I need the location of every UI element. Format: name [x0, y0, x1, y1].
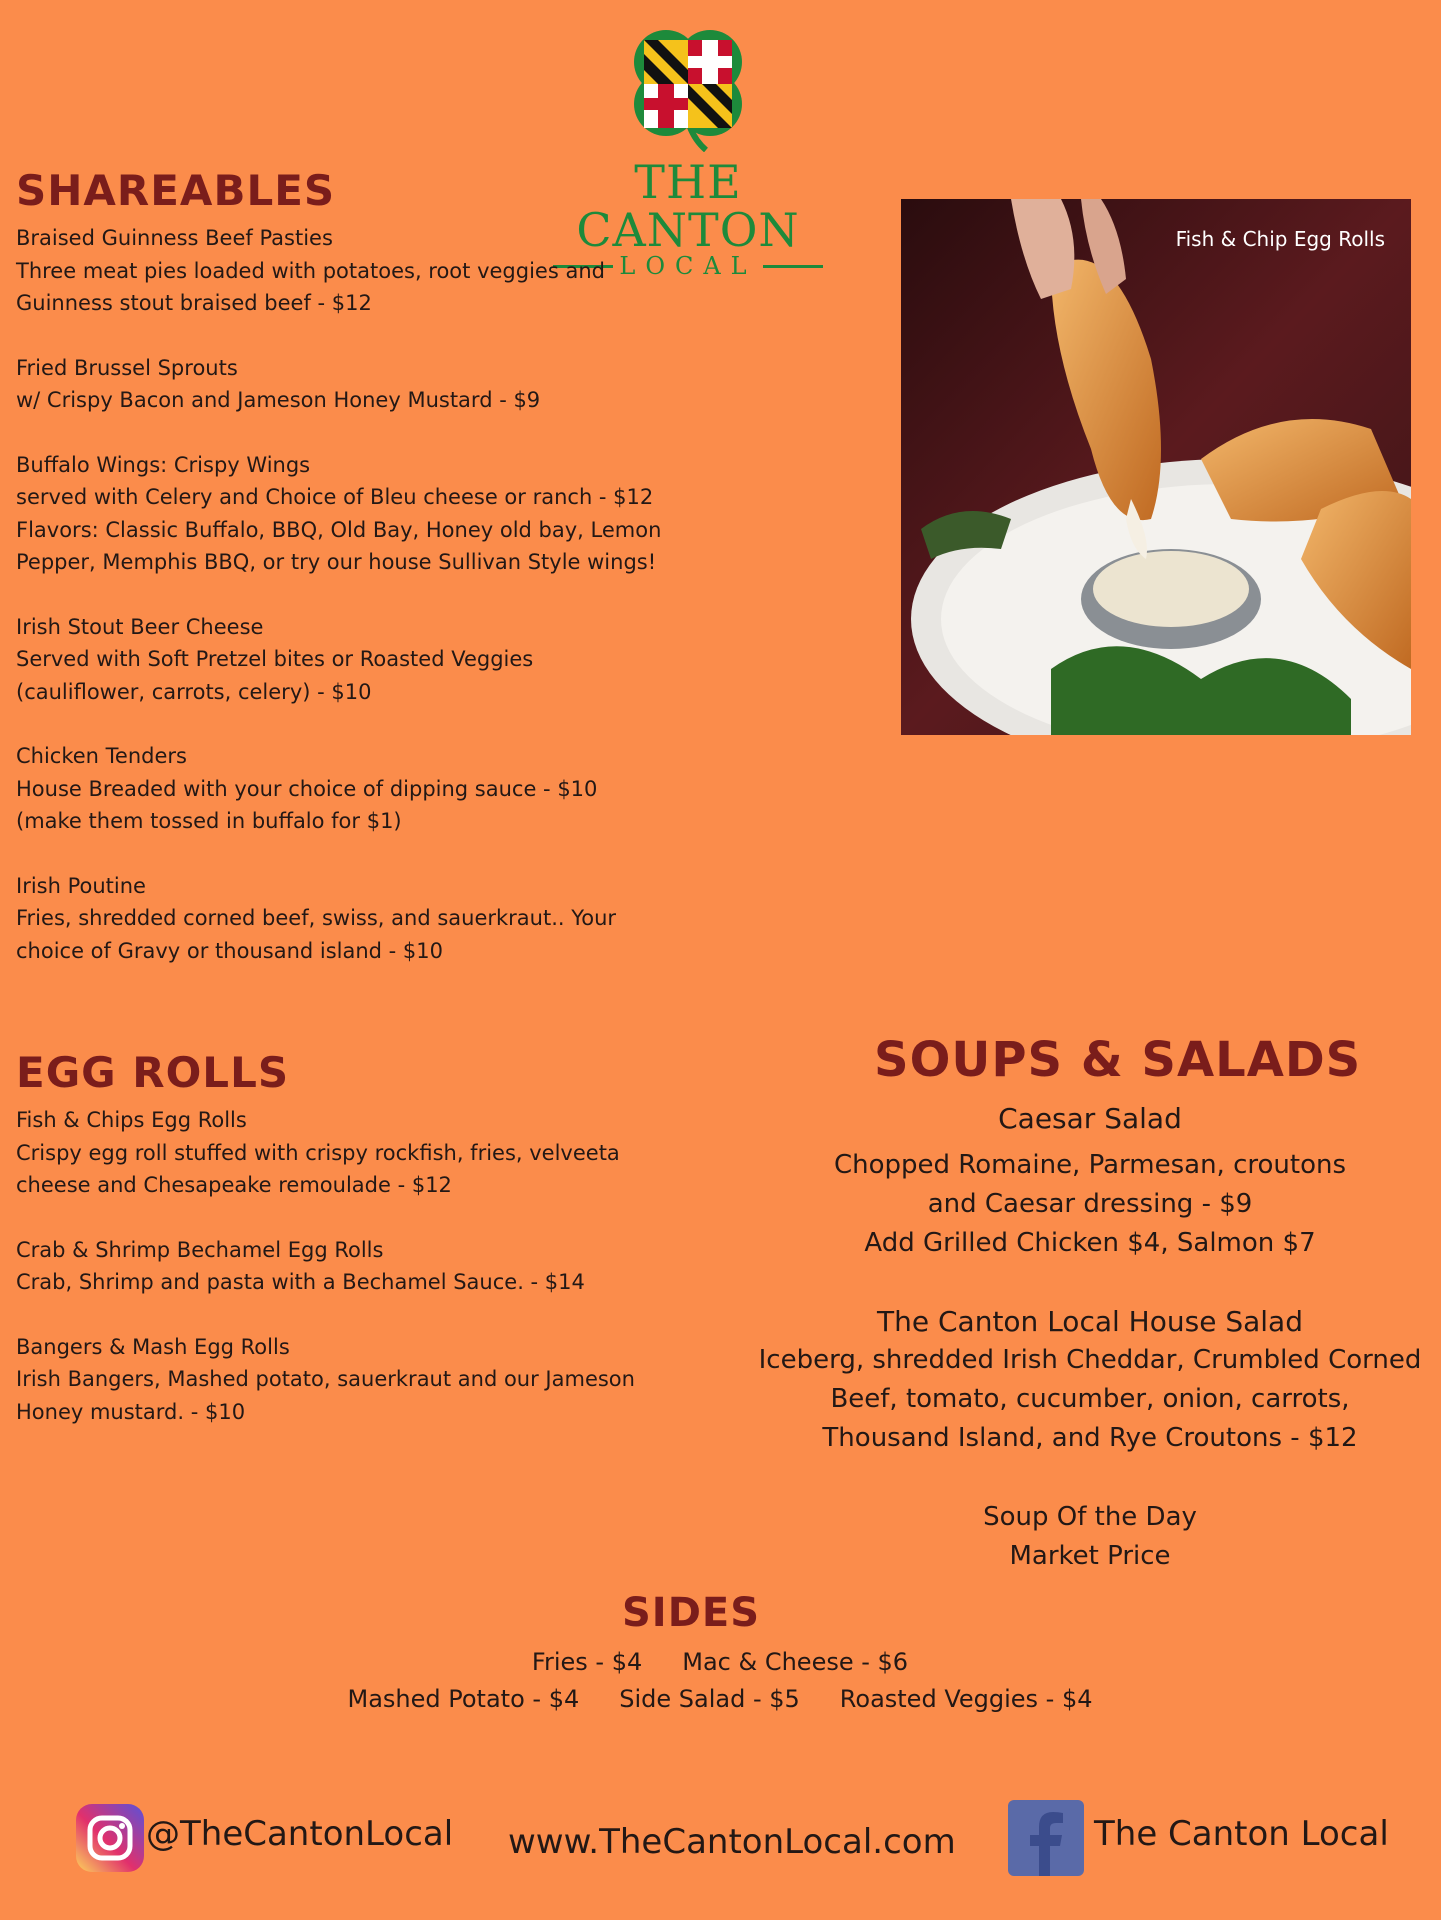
logo-rule-right	[763, 265, 823, 268]
item-desc: Crispy egg roll stuffed with crispy rockfish, fries, velveeta	[16, 1140, 620, 1165]
logo-name: THE CANTON	[576, 155, 800, 257]
caesar-desc: Add Grilled Chicken $4, Salmon $7	[864, 1228, 1316, 1258]
soups-salads-section	[758, 1100, 1422, 1576]
item-name: Irish Stout Beer Cheese	[16, 614, 264, 639]
soup-price: Market Price	[1009, 1541, 1171, 1571]
sides-section	[200, 1644, 1240, 1718]
menu-item	[16, 740, 661, 838]
sides-heading: SIDES	[622, 1590, 761, 1636]
caesar-desc: Chopped Romaine, Parmesan, croutons	[833, 1150, 1346, 1180]
item-desc: served with Celery and Choice of Bleu cheese or ranch - $12	[16, 485, 654, 509]
item-desc: Served with Soft Pretzel bites or Roasted Veggies	[16, 647, 534, 671]
egg-roll-illustration	[901, 199, 1411, 735]
item-name: Bangers & Mash Egg Rolls	[16, 1334, 290, 1359]
item-desc: Crab, Shrimp and pasta with a Bechamel Sauce. - $14	[16, 1270, 585, 1294]
item-desc: Fries, shredded corned beef, swiss, and sauerkraut.. Your	[16, 906, 617, 930]
item-desc: Irish Bangers, Mashed potato, sauerkraut and our Jameson	[16, 1367, 635, 1391]
instagram-handle[interactable]: @TheCantonLocal	[146, 1814, 454, 1854]
facebook-icon[interactable]	[1008, 1800, 1084, 1876]
item-desc: Flavors: Classic Buffalo, BBQ, Old Bay, Honey old bay, Lemon	[16, 517, 662, 542]
soup-title: Soup Of the Day	[983, 1502, 1197, 1532]
item-desc: cheese and Chesapeake remoulade - $12	[16, 1173, 452, 1197]
facebook-page[interactable]: The Canton Local	[1094, 1814, 1389, 1854]
shareables-heading: SHAREABLES	[16, 166, 336, 215]
sides-row	[200, 1681, 1240, 1718]
house-salad-desc: Thousand Island, and Rye Croutons - $12	[822, 1423, 1358, 1453]
item-name: Fried Brussel Sprouts	[16, 355, 238, 380]
house-salad-title: The Canton Local House Salad	[877, 1305, 1303, 1338]
website-link[interactable]: www.TheCantonLocal.com	[508, 1822, 956, 1862]
menu-item	[16, 870, 661, 968]
menu-item	[16, 1104, 635, 1202]
item-desc: (cauliflower, carrots, celery) - $10	[16, 679, 372, 704]
item-desc: choice of Gravy or thousand island - $10	[16, 938, 444, 963]
side-item: Side Salad - $5	[619, 1685, 800, 1713]
egg-roll-photo	[901, 199, 1411, 735]
item-name: Fish & Chips Egg Rolls	[16, 1108, 247, 1132]
side-item: Fries - $4	[531, 1648, 643, 1676]
menu-item	[16, 449, 661, 579]
side-item: Mac & Cheese - $6	[682, 1648, 909, 1676]
item-desc: Honey mustard. - $10	[16, 1399, 246, 1424]
house-salad-desc: Beef, tomato, cucumber, onion, carrots,	[830, 1384, 1350, 1414]
item-name: Chicken Tenders	[16, 744, 187, 768]
menu-item	[16, 352, 661, 417]
side-item: Roasted Veggies - $4	[839, 1685, 1093, 1713]
item-name: Braised Guinness Beef Pasties	[16, 226, 333, 250]
menu-item	[16, 1234, 635, 1299]
menu-item	[16, 222, 661, 320]
item-name: Irish Poutine	[16, 873, 146, 898]
logo-sub-text: LOCAL	[619, 252, 757, 280]
caesar-title: Caesar Salad	[998, 1102, 1182, 1135]
item-desc: (make them tossed in buffalo for $1)	[16, 809, 402, 833]
menu-item	[16, 611, 661, 709]
item-desc: Pepper, Memphis BBQ, or try our house Sullivan Style wings!	[16, 550, 657, 574]
item-desc: Three meat pies loaded with potatoes, root veggies and	[16, 258, 605, 283]
item-name: Crab & Shrimp Bechamel Egg Rolls	[16, 1237, 384, 1262]
soups-salads-heading: SOUPS & SALADS	[874, 1032, 1362, 1088]
item-desc: House Breaded with your choice of dipping sauce - $10	[16, 776, 598, 801]
shamrock-flag-icon	[618, 22, 758, 152]
egg-rolls-heading: EGG ROLLS	[16, 1048, 290, 1097]
sides-row	[200, 1644, 1240, 1681]
item-name: Buffalo Wings: Crispy Wings	[16, 452, 311, 477]
menu-item	[16, 1331, 635, 1429]
caesar-desc: and Caesar dressing - $9	[927, 1189, 1253, 1219]
house-salad-desc: Iceberg, shredded Irish Cheddar, Crumbled Corned	[758, 1345, 1422, 1375]
logo	[528, 22, 848, 280]
photo-caption: Fish & Chip Egg Rolls	[1175, 227, 1385, 251]
instagram-icon[interactable]	[76, 1804, 144, 1872]
item-desc: Guinness stout braised beef - $12	[16, 291, 372, 315]
item-desc: w/ Crispy Bacon and Jameson Honey Mustard - $9	[16, 388, 541, 412]
shareables-list	[16, 222, 661, 999]
side-item: Mashed Potato - $4	[347, 1685, 580, 1713]
egg-rolls-list	[16, 1104, 635, 1460]
